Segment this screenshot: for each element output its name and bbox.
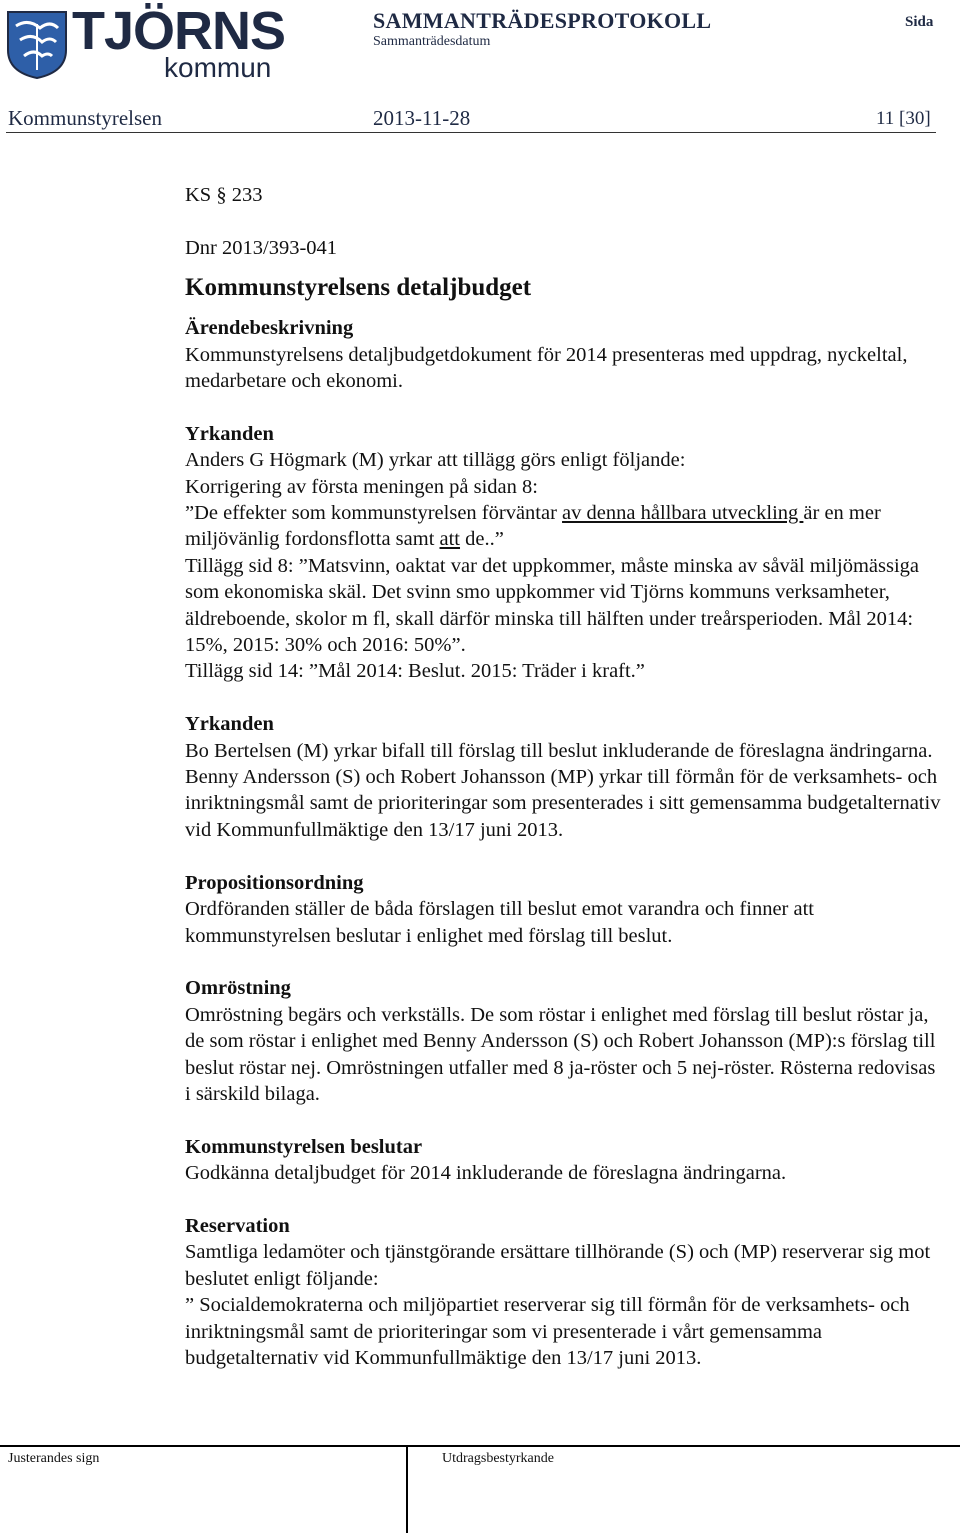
footer-column-divider xyxy=(406,1446,408,1533)
yrkanden-line: Korrigering av första meningen på sidan 8: xyxy=(185,475,538,498)
logo-subtitle: kommun xyxy=(164,52,272,83)
section-heading-propositionsordning: Propositionsordning xyxy=(185,871,364,894)
yrkanden-addition: Tillägg sid 14: ”Mål 2014: Beslut. 2015: Träder i kraft.” xyxy=(185,660,645,683)
yrkanden-quote xyxy=(185,500,945,553)
case-number: KS § 233 xyxy=(185,184,263,206)
yrkanden-paragraph: Benny Andersson (S) och Robert Johansson (MP) yrkar till förmån för de verksamhets- och inriktningsmål samt de prioriteringar som presenterades i sitt gemensamma budgetalternativ vid Kommunfullmäktige den 13/17 juni 2013. xyxy=(185,766,941,841)
meeting-date: 2013-11-28 xyxy=(373,106,471,130)
beslut-text: Godkänna detaljbudget för 2014 inkluderande de föreslagna ändringarna. xyxy=(185,1162,787,1185)
yrkanden-paragraph: Bo Bertelsen (M) yrkar bifall till förslag till beslut inkluderande de föreslagna ändringarna. xyxy=(185,739,933,762)
case-title: Kommunstyrelsens detaljbudget xyxy=(185,274,532,302)
arendebeskrivning-text: Kommunstyrelsens detaljbudgetdokument för 2014 presenteras med uppdrag, nyckeltal, medarbetare och ekonomi. xyxy=(185,343,908,393)
page-total: [30] xyxy=(899,108,931,129)
municipality-logo xyxy=(6,1,286,83)
reservation-paragraph: ” Socialdemokraterna och miljöpartiet reserverar sig till förmån för de verksamhets- och inriktningsmål samt de prioriteringar som vi presenterade i vårt gemensamma budgetalternativ vid Kommunfullmäktige den 13/17 juni 2013. xyxy=(185,1294,910,1369)
quote-part: är en mer miljövänlig fordonsflotta samt xyxy=(185,502,881,551)
footer-divider xyxy=(0,1445,960,1447)
section-heading-reservation: Reservation xyxy=(185,1214,290,1237)
protocol-body xyxy=(185,182,945,1371)
page-number xyxy=(876,108,931,130)
registration-number: Dnr 2013/393-041 xyxy=(185,236,338,259)
page-current: 11 xyxy=(876,108,895,129)
logo-wordmark: TJÖRNS xyxy=(72,1,286,61)
shield-crest-icon xyxy=(6,10,68,80)
omrostning-text: Omröstning begärs och verkställs. De som röstar i enlighet med förslag till beslut röstar ja, de som röstar i enlighet med Benny Andersson (S) och Robert Johansson (MP):s förslag till beslut röstar nej. Omröstningen utfaller med 8 ja-röster och 5 nej-röster. Rösterna redovisas i särskild bilaga. xyxy=(185,1003,936,1105)
quote-part: ”De effekter som kommunstyrelsen förväntar xyxy=(185,502,563,525)
committee-name: Kommunstyrelsen xyxy=(8,106,162,130)
yrkanden-line: Anders G Högmark (M) yrkar att tillägg görs enligt följande: xyxy=(185,449,686,472)
header-divider xyxy=(6,132,936,133)
yrkanden-addition: Tillägg sid 8: ”Matsvinn, oaktat var det uppkommer, måste minska av såväl miljömässiga som ekonomiska skäl. Det svinn smo uppkommer vid Tjörns kommuns verksamheter, äldreboende, skolor m fl, skall därför minska till hälften under treårsperioden. Mål 2014: 15%, 2015: 30% och 2016: 50%”. xyxy=(185,554,920,657)
quote-part: de..” xyxy=(460,528,504,551)
section-heading-arendebeskrivning: Ärendebeskrivning xyxy=(185,317,354,340)
quote-underlined: av denna hållbara utveckling xyxy=(562,502,804,525)
page-label: Sida xyxy=(905,14,934,30)
section-heading-yrkanden: Yrkanden xyxy=(185,713,274,736)
meeting-date-label: Sammanträdesdatum xyxy=(373,34,491,49)
section-heading-omrostning: Omröstning xyxy=(185,977,291,1000)
document-title: SAMMANTRÄDESPROTOKOLL xyxy=(373,8,712,33)
extract-certification-label: Utdragsbestyrkande xyxy=(442,1451,554,1466)
propositionsordning-text: Ordföranden ställer de båda förslagen till beslut emot varandra och finner att kommunstyrelsen beslutar i enlighet med förslag till beslut. xyxy=(185,898,814,947)
reservation-paragraph: Samtliga ledamöter och tjänstgörande ersättare tillhörande (S) och (MP) reserverar sig mot beslutet enligt följande: xyxy=(185,1241,931,1290)
signature-label: Justerandes sign xyxy=(8,1451,100,1466)
section-heading-beslut: Kommunstyrelsen beslutar xyxy=(185,1135,423,1158)
section-heading-yrkanden: Yrkanden xyxy=(185,422,274,445)
quote-underlined: att xyxy=(439,528,461,551)
